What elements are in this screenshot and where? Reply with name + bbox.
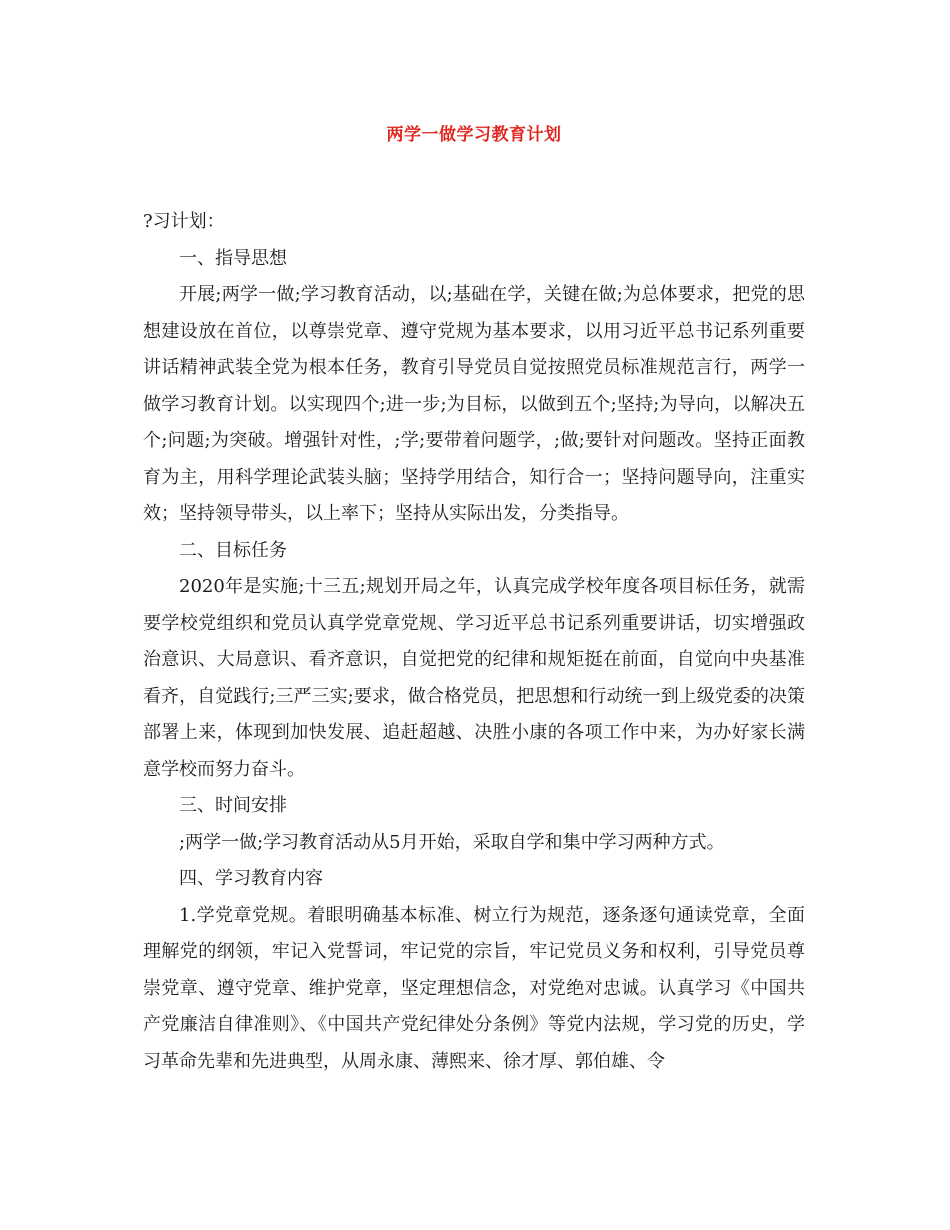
document-title: 两学一做学习教育计划 bbox=[386, 125, 562, 145]
section-heading-schedule: 三、时间安排 bbox=[179, 795, 287, 816]
section-heading-guiding-ideology: 一、指导思想 bbox=[179, 247, 287, 269]
section-heading-content: 四、学习教育内容 bbox=[179, 868, 323, 889]
paragraph-content: 1.学党章党规。着眼明确基本标准、树立行为规范，逐条逐句通读党章，全面理解党的纲领，牢记入党誓词，牢记党的宗旨，牢记党员义务和权利，引导党员尊崇党章、遵守党章、维护党章，坚定理想信念，对党绝对忠诚。认真学习《中国共产党廉洁自律准则》、《中国共产党纪律处分条例》等党内法规，学习党的历史，学习革命先辈和先进典型，从周永康、薄熙来、徐才厚、郭伯雄、令 bbox=[143, 904, 805, 1072]
section-heading-goals: 二、目标任务 bbox=[179, 539, 287, 561]
document-page bbox=[143, 118, 805, 1080]
paragraph-goals: 2020年是实施;十三五;规划开局之年，认真完成学校年度各项目标任务，就需要学校党组织和党员认真学党章党规、学习近平总书记系列重要讲话，切实增强政治意识、大局意识、看齐意识，自觉把党的纪律和规矩挺在前面，自觉向中央基准看齐，自觉践行;三严三实;要求，做合格党员，把思想和行动统一到上级党委的决策部署上来，体现到加快发展、追赶超越、决胜小康的各项工作中来，为办好家长满意学校而努力奋斗。 bbox=[143, 576, 805, 780]
paragraph-guiding-ideology: 开展;两学一做;学习教育活动，以;基础在学，关键在做;为总体要求，把党的思想建设放在首位，以尊崇党章、遵守党规为基本要求，以用习近平总书记系列重要讲话精神武装全党为根本任务，教育引导党员自觉按照党员标准规范言行，两学一做学习教育计划。以实现四个;进一步;为目标，以做到五个;坚持;为导向，以解决五个;问题;为突破。增强针对性，;学;要带着问题学，;做;要针对问题改。坚持正面教育为主，用科学理论武装头脑；坚持学用结合，知行合一；坚持问题导向，注重实效；坚持领导带头，以上率下；坚持从实际出发，分类指导。 bbox=[143, 284, 805, 524]
paragraph-schedule: ;两学一做;学习教育活动从5月开始，采取自学和集中学习两种方式。 bbox=[179, 831, 725, 853]
plan-label: ?习计划： bbox=[143, 211, 225, 232]
